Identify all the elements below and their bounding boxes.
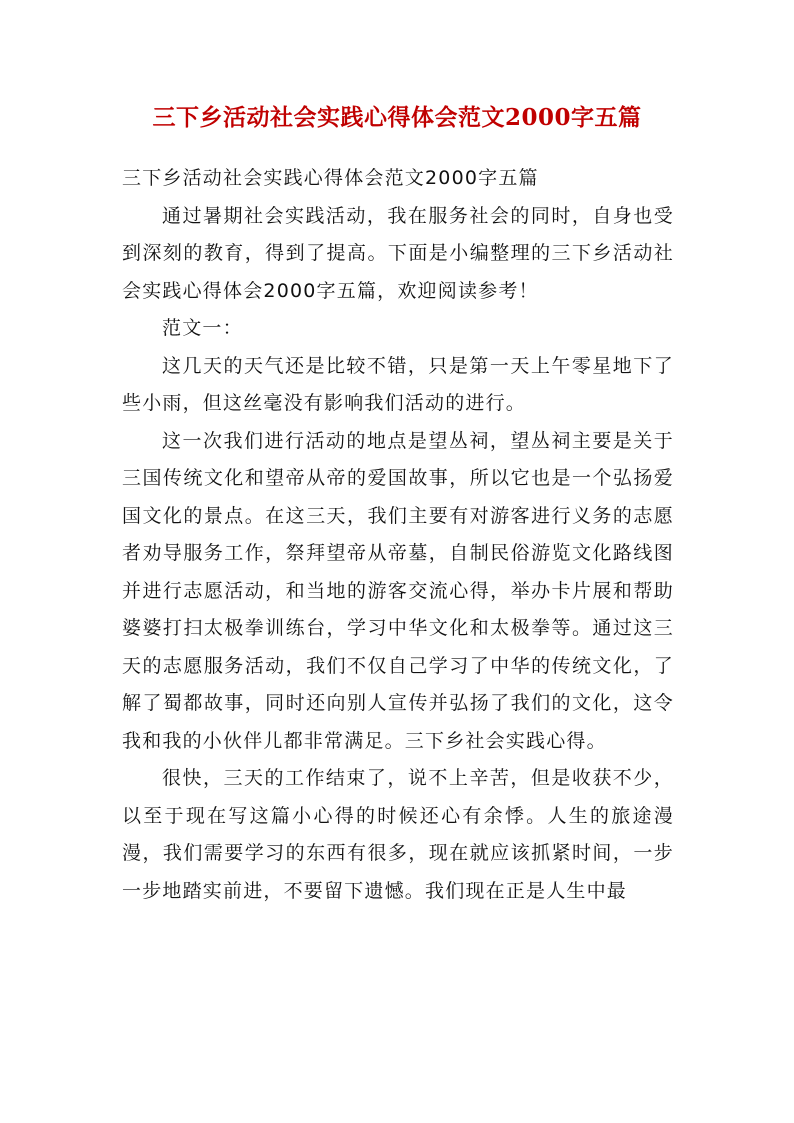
paragraph-sample-heading: 范文一： [162, 317, 243, 339]
paragraph-weather: 这几天的天气还是比较不错，只是第一天上午零星地下了些小雨，但这丝毫没有影响我们活动的进行。 [122, 354, 674, 414]
paragraph-intro: 通过暑期社会实践活动，我在服务社会的同时，自身也受到深刻的教育，得到了提高。下面是小编整理的三下乡活动社会实践心得体会2000字五篇，欢迎阅读参考！ [122, 204, 674, 302]
document-subtitle: 三下乡活动社会实践心得体会范文2000字五篇 [122, 167, 539, 189]
document-body [122, 160, 674, 910]
document-title: 三下乡活动社会实践心得体会范文2000字五篇 [152, 104, 642, 131]
paragraph-reflection: 很快，三天的工作结束了，说不上辛苦，但是收获不少，以至于现在写这篇小心得的时候还心有余悸。人生的旅途漫漫，我们需要学习的东西有很多，现在就应该抓紧时间，一步一步地踏实前进，不要留下遗憾。我们现在正是人生中最 [122, 767, 674, 902]
paragraph-activity: 这一次我们进行活动的地点是望丛祠，望丛祠主要是关于三国传统文化和望帝从帝的爱国故事，所以它也是一个弘扬爱国文化的景点。在这三天，我们主要有对游客进行义务的志愿者劝导服务工作，祭拜望帝从帝墓，自制民俗游览文化路线图并进行志愿活动，和当地的游客交流心得，举办卡片展和帮助婆婆打扫太极拳训练台，学习中华文化和太极拳等。通过这三天的志愿服务活动，我们不仅自己学习了中华的传统文化，了解了蜀都故事，同时还向别人宣传并弘扬了我们的文化，这令我和我的小伙伴儿都非常满足。三下乡社会实践心得。 [122, 429, 674, 752]
